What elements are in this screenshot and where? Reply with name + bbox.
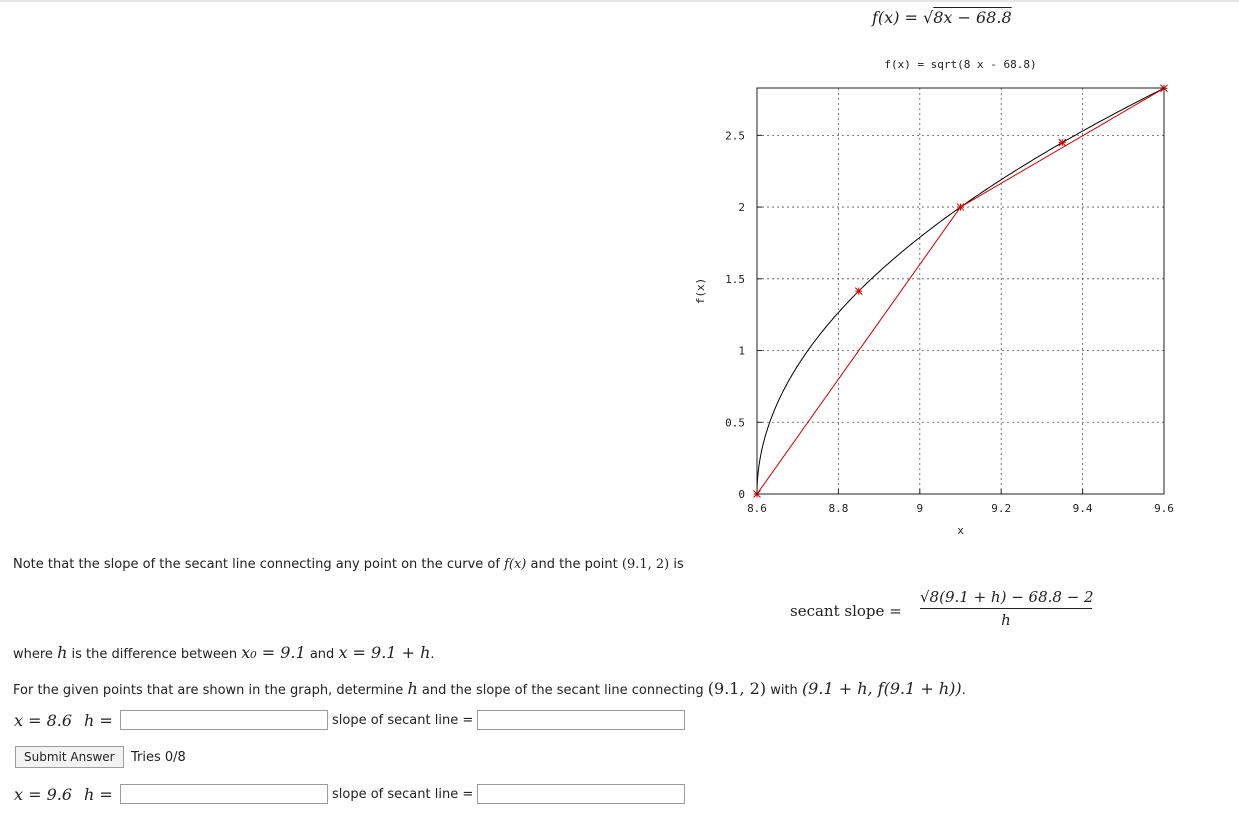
secant-slope-label: secant slope =: [790, 602, 902, 620]
where-end: .: [430, 647, 435, 662]
function-curve: [757, 88, 1164, 494]
chart-grid: [757, 88, 1164, 494]
sqrt-symbol: √: [923, 8, 934, 27]
x-value-label: x = 8.6: [14, 710, 73, 730]
note-text: Note that the slope of the secant line connecting any point on the curve of: [13, 557, 505, 572]
submit-answer-button[interactable]: Submit Answer: [15, 746, 124, 768]
note-paragraph: [13, 557, 684, 572]
y-tick-label: 0.5: [725, 416, 745, 430]
answer-row-1: [14, 709, 685, 731]
h-label: h =: [84, 784, 113, 804]
point-marker: [855, 288, 862, 295]
x-value-label: x = 9.6: [14, 784, 73, 804]
secant-line: [961, 88, 1165, 207]
point-marker: [957, 204, 964, 211]
x-tick-label: 8.6: [747, 502, 767, 515]
h-label: h =: [84, 710, 113, 730]
where-and: and: [305, 647, 339, 662]
x-tick-label: 9.2: [991, 502, 1012, 515]
slope-input[interactable]: [477, 710, 685, 730]
point-marker: [1059, 139, 1066, 146]
where-text: where: [13, 647, 58, 662]
slope-label: slope of secant line =: [332, 786, 474, 802]
instructions-paragraph: [13, 679, 966, 698]
x-tick-label: 8.8: [828, 502, 849, 515]
y-tick-label: 2.5: [725, 129, 745, 143]
chart-markers: [754, 85, 1168, 498]
y-tick-label: 1.5: [725, 272, 745, 286]
fraction-denominator: h: [1001, 611, 1011, 629]
x-tick-label: 9.6: [1154, 502, 1174, 515]
where-x: x = 9.1 + h: [338, 643, 431, 662]
where-text-mid: is the difference between: [67, 647, 242, 662]
x-tick-label: 9.4: [1072, 502, 1093, 515]
instructions-text-mid: and the slope of the secant line connecting: [417, 683, 708, 698]
top-border: [0, 0, 1239, 2]
where-x0: x₀ = 9.1: [241, 643, 306, 662]
answer-row-2: [14, 783, 685, 805]
function-lhs: f(x) =: [872, 8, 924, 27]
instructions-with: with: [766, 683, 802, 698]
instructions-end: .: [961, 683, 966, 698]
y-axis-label: f(x): [694, 277, 707, 305]
fraction-numerator: √8(9.1 + h) − 68.8 − 2: [920, 588, 1092, 609]
chart-ticks: [725, 129, 1174, 515]
instructions-point2: (9.1 + h, f(9.1 + h)): [801, 679, 962, 698]
note-text-mid: and the point: [526, 557, 622, 572]
x-tick-label: 9: [916, 502, 924, 515]
where-paragraph: [13, 643, 435, 662]
note-fx: f(x): [504, 557, 527, 572]
h-input[interactable]: [120, 710, 328, 730]
chart-title: f(x) = sqrt(8 x - 68.8): [884, 58, 1037, 71]
tries-counter: Tries 0/8: [131, 750, 186, 765]
y-tick-label: 1: [738, 344, 745, 358]
slope-input[interactable]: [477, 784, 685, 804]
chart-series: [757, 88, 1164, 494]
function-radicand: 8x − 68.8: [933, 8, 1012, 27]
y-tick-label: 0: [738, 488, 745, 501]
plot-frame: [757, 88, 1164, 494]
where-h: h: [57, 643, 68, 662]
y-tick-label: 2: [738, 201, 745, 215]
instructions-h: h: [407, 679, 418, 698]
note-text-end: is: [669, 557, 684, 572]
note-point: (9.1, 2): [621, 557, 670, 572]
slope-label: slope of secant line =: [332, 712, 474, 728]
function-title: [872, 8, 1012, 27]
function-chart: [680, 50, 1180, 550]
instructions-text: For the given points that are shown in the graph, determine: [13, 683, 408, 698]
x-axis-label: x: [957, 524, 964, 537]
instructions-point1: (9.1, 2): [707, 679, 767, 698]
secant-slope-fraction: [920, 588, 1092, 629]
h-input[interactable]: [120, 784, 328, 804]
